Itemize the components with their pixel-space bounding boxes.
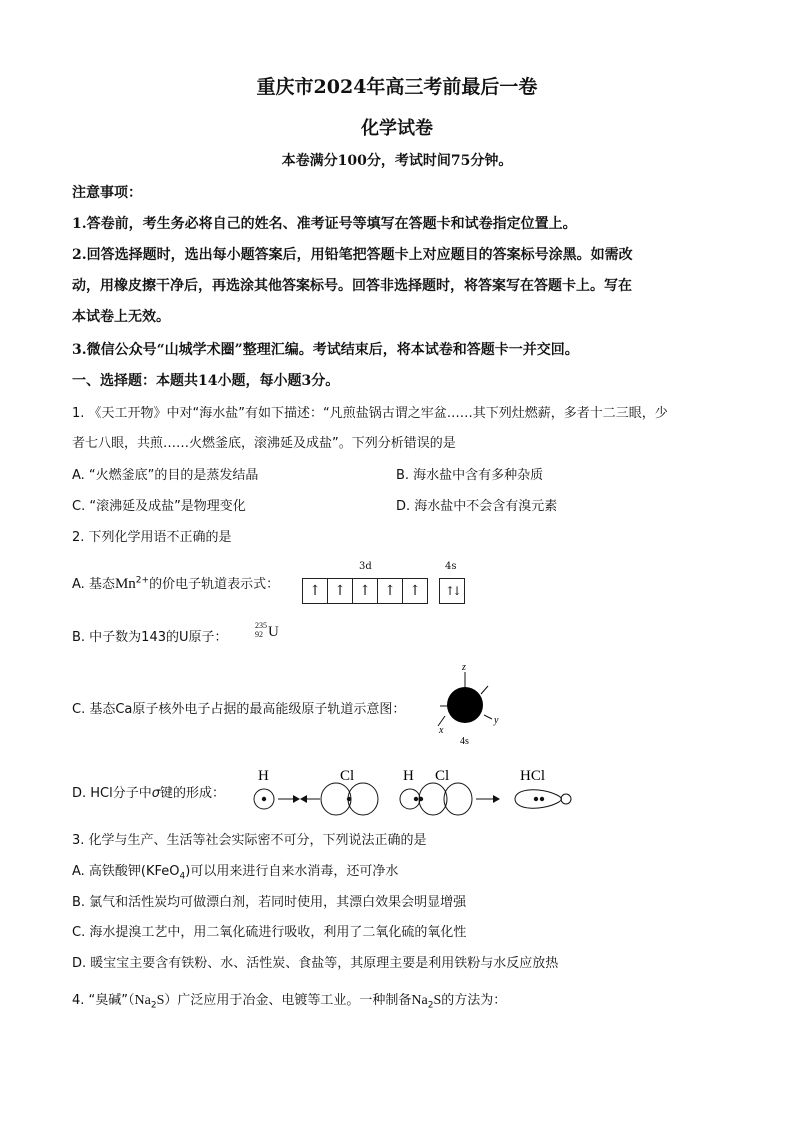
section-heading: 一、选择题：本题共14小题，每小题3分。 [72,373,340,389]
atom-cl-1: Cl [340,768,355,784]
orbital-box-3d-2: ↑ [327,578,353,604]
label-3d: 3d [359,561,372,572]
q2-stem: 2. 下列化学用语不正确的是 [72,530,232,545]
u-mass-number: 235 [255,621,267,630]
subject-title: 化学试卷 [361,118,433,139]
q2-option-d-suffix: 键的形成： [160,786,226,801]
u-symbol: U [268,624,279,640]
exam-title: 重庆市2024年高三考前最后一卷 [256,76,538,98]
notice-item-3: 3.微信公众号“山城学术圈”整理汇编。考试结束后，将本试卷和答题卡一并交回。 [72,342,579,358]
hcl-h-lobe [561,794,571,804]
axis-y-label: y [494,715,499,726]
label-4s: 4s [445,561,457,572]
q2-option-d-prefix: D. HCl分子中 [72,786,152,801]
cl-orbital-lobe-right [348,783,378,815]
axis-z-label: z [462,662,466,673]
notice-heading: 注意事项： [72,185,142,201]
q1-option-d: D. 海水盐中不会含有溴元素 [396,499,558,514]
q2-option-d [72,782,225,801]
notice-item-1: 1.答卷前，考生务必将自己的姓名、准考证号等填写在答题卡和试卷指定位置上。 [72,216,577,232]
q3-option-a-sub: 4 [179,871,186,882]
q3-stem: 3. 化学与生产、生活等社会实际密不可分，下列说法正确的是 [72,833,427,848]
y-axis [484,715,492,719]
q1-option-c: C. “滚沸延及成盐”是物理变化 [72,499,246,514]
q3-option-a [72,860,398,882]
axis-x-label: x [439,725,444,736]
q2-option-a-suffix: 的价电子轨道表示式： [149,577,280,592]
arrow-head-right-2 [493,795,500,803]
q4-prefix: 4. “臭碱”（ [72,993,135,1008]
orbital-3d-boxes [303,578,428,604]
mn-symbol: Mn [114,576,136,592]
q3-option-a-suffix: )可以用来进行自来水消毒，还可净水 [185,864,399,879]
q4-formula-2-sub: 2 [427,1000,434,1011]
cl-electron-2 [419,797,423,801]
arrow-head-right-1 [293,795,300,803]
q1-option-a: A. “火燃釜底”的目的是蒸发结晶 [72,468,259,483]
q4-formula-1: Na [134,993,151,1008]
q3-option-b: B. 氯气和活性炭均可做漂白剂，若同时使用，其漂白效果会明显增强 [72,895,467,910]
q2-option-b [72,626,228,645]
exam-info: 本卷满分100分，考试时间75分钟。 [281,153,513,169]
orbital-4s-box [440,578,465,604]
hcl-bond-orbital [515,790,562,808]
s-orbital-diagram [430,660,510,750]
atom-h-2: H [403,768,414,784]
atom-cl-2: Cl [435,768,450,784]
orbital-box-3d-3: ↑ [352,578,378,604]
h-electron [262,797,266,801]
q4-formula-1-end: S [156,993,165,1008]
q4-formula-2: Na [411,993,428,1008]
axis-tick [481,686,488,694]
q1-line-2: 者七八眼，共煎……火燃釜底，滚沸延及成盐”。下列分析错误的是 [72,436,456,451]
s-orbital-sphere [447,687,483,723]
q4-suffix: 的方法为： [441,993,507,1008]
mn-charge: 2+ [135,575,150,586]
q2-option-c-prefix: C. 基态 [72,702,116,717]
q4-middle: ）广泛应用于冶金、电镀等工业。一种制备 [164,993,412,1008]
hcl-electron-1 [534,797,538,801]
orbital-box-3d-4: ↑ [377,578,403,604]
orbital-box-3d-5: ↑ [402,578,428,604]
q1-line-1: 1. 《天工开物》中对“海水盐”有如下描述：“凡煎盐锅古谓之牢盆……其下列灶燃薪，多者十二三眼，少 [72,406,668,421]
q2-option-a [72,573,279,593]
q2-option-b-text: B. 中子数为143的U原子： [72,630,228,645]
notice-item-2-line-1: 2.回答选择题时，选出每小题答案后，用铅笔把答题卡上对应题目的答案标号涂黑。如需改 [72,247,633,263]
cl-electron [347,797,351,801]
q3-option-c: C. 海水提溴工艺中，用二氧化硫进行吸收，利用了二氧化硫的氧化性 [72,925,467,940]
hcl-electron-2 [540,797,544,801]
sigma-bond-diagram [245,760,585,820]
q3-option-d: D. 暖宝宝主要含有铁粉、水、活性炭、食盐等，其原理主要是利用铁粉与水反应放热 [72,956,559,971]
u-isotope-numbers [255,621,267,639]
h-electron-2 [414,797,418,801]
q1-option-b: B. 海水盐中含有多种杂质 [396,468,544,483]
q2-option-c [72,698,405,717]
q4-formula-2-end: S [433,993,442,1008]
orbital-4s-label: 4s [460,736,469,747]
orbital-box-3d-1: ↑ [302,578,328,604]
q4-stem [72,989,506,1011]
cl-orbital-lobe-left-2 [419,783,447,815]
q4-formula-1-sub: 2 [150,1000,157,1011]
arrow-head-left-1 [300,795,307,803]
orbital-box-4s: ↑↓ [439,578,465,604]
q2-option-c-suffix: 原子核外电子占据的最高能级原子轨道示意图： [132,702,406,717]
u-atomic-number: 92 [255,630,263,639]
notice-item-2-line-3: 本试卷上无效。 [72,309,170,325]
molecule-hcl: HCl [520,768,546,784]
ca-symbol: Ca [115,702,133,717]
notice-item-2-line-2: 动，用橡皮擦干净后，再选涂其他答案标号。回答非选择题时，将答案写在答题卡上。写在 [72,278,632,294]
cl-orbital-lobe-right-2 [444,783,472,815]
cl-orbital-lobe-left [321,783,351,815]
q3-option-a-prefix: A. 高铁酸钾(KFeO [72,864,180,879]
atom-h-1: H [258,768,269,784]
sigma-symbol: σ [151,786,160,801]
q2-option-a-prefix: A. 基态 [72,577,115,592]
